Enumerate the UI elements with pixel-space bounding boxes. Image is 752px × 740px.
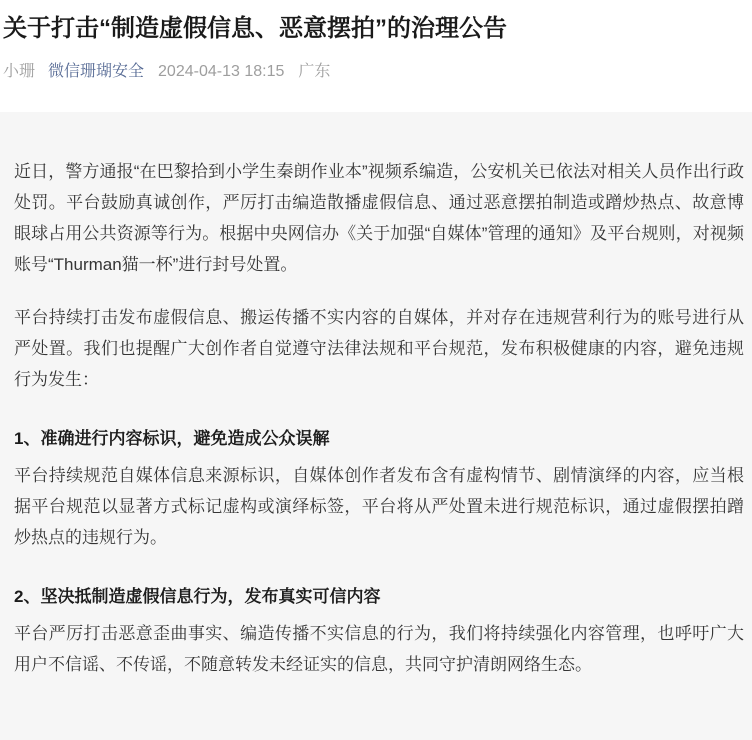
paragraph-section-1: 平台持续规范自媒体信息来源标识，自媒体创作者发布含有虚构情节、剧情演绎的内容，应当根据平台规范以显著方式标记虚构或演绎标签，平台将从严处置未进行规范标识，通过虚假摆拍蹭炒热点的违规行为。 — [14, 466, 744, 547]
byline — [3, 61, 742, 83]
paragraph-section-2: 平台严厉打击恶意歪曲事实、编造传播不实信息的行为，我们将持续强化内容管理，也呼吁广大用户不信谣、不传谣，不随意转发未经证实的信息，共同守护清朗网络生态。 — [14, 624, 744, 674]
section-heading-1: 1、准确进行内容标识，避免造成公众误解 — [14, 429, 330, 448]
announcement-card — [0, 112, 752, 740]
paragraph-intro: 近日，警方通报“在巴黎拾到小学生秦朗作业本”视频系编造，公安机关已依法对相关人员作出行政处罚。平台鼓励真诚创作，严厉打击编造散播虚假信息、通过恶意摆拍制造或蹭炒热点、故意博眼球占用公共资源等行为。根据中央网信办《关于加强“自媒体”管理的通知》及平台规则，对视频账号“Thurman猫一杯”进行封号处置。 — [14, 162, 744, 274]
publish-location: 广东 — [298, 63, 331, 80]
section-heading-2: 2、坚决抵制造虚假信息行为，发布真实可信内容 — [14, 587, 381, 606]
article-title: 关于打击“制造虚假信息、恶意摆拍”的治理公告 — [3, 15, 507, 42]
paragraph-platform-policy: 平台持续打击发布虚假信息、搬运传播不实内容的自媒体，并对存在违规营利行为的账号进行从严处置。我们也提醒广大创作者自觉遵守法律法规和平台规范，发布积极健康的内容，避免违规行为发生： — [14, 308, 744, 389]
author-name: 小珊 — [3, 63, 36, 80]
publish-datetime: 2024-04-13 18:15 — [158, 63, 285, 80]
account-link[interactable]: 微信珊瑚安全 — [48, 63, 145, 80]
article-header — [0, 0, 752, 112]
